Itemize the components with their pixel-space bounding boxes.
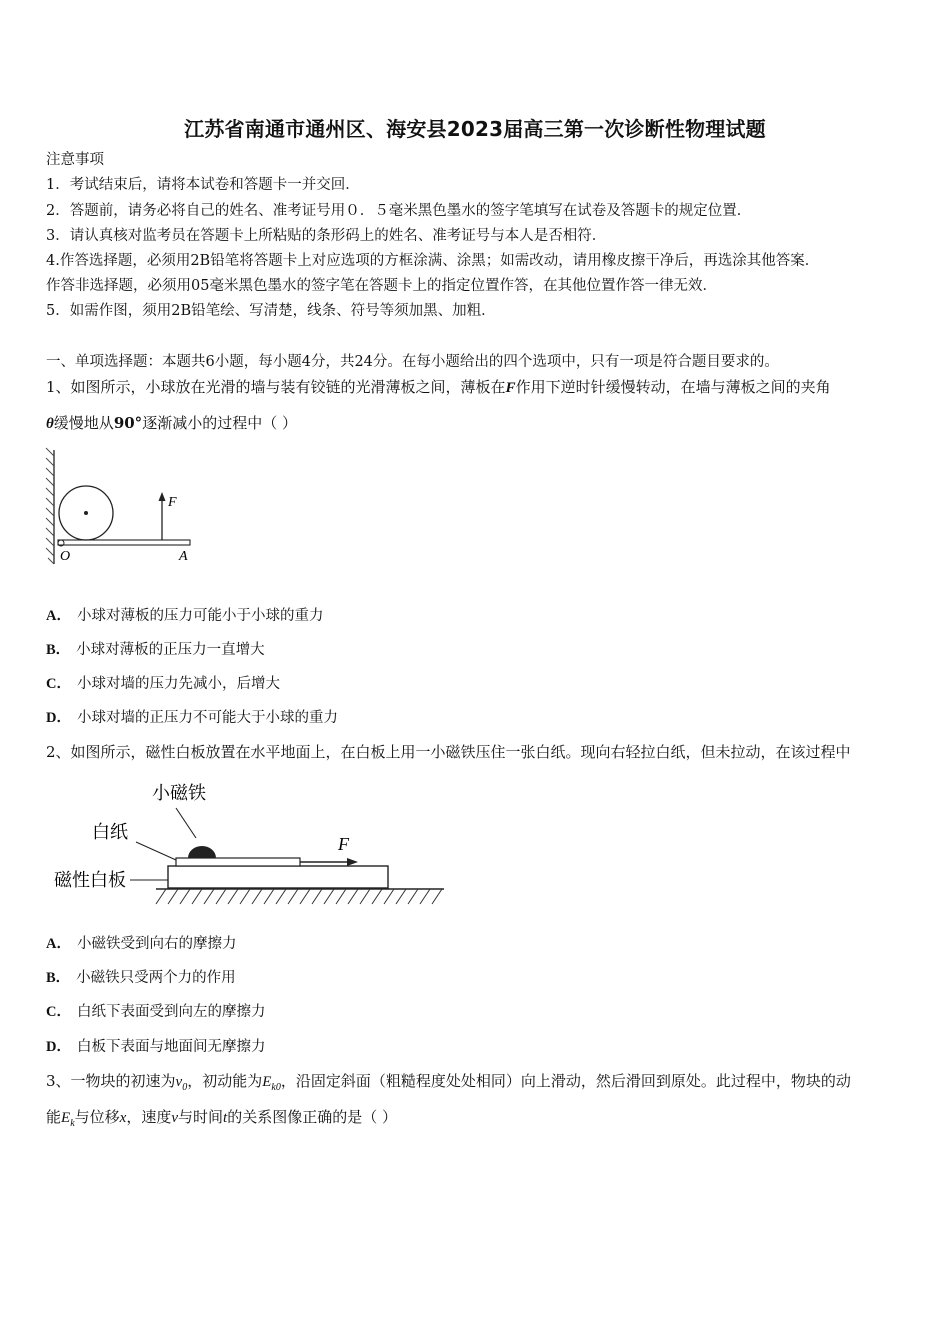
q3-ek0: $E_{k0}$	[262, 1074, 281, 1093]
section-heading: 一、单项选择题：本题共6小题，每小题4分，共24分。在每小题给出的四个选项中，只有一项是符合题目要求的。	[46, 354, 779, 370]
q1-option-b[interactable]: B． 小球对薄板的正压力一直增大	[46, 642, 265, 658]
fig2-label-board: 磁性白板	[54, 870, 126, 890]
q1-figure	[40, 446, 210, 572]
q1-option-d[interactable]: D． 小球对墙的正压力不可能大于小球的重力	[46, 710, 338, 726]
magnetic-whiteboard	[168, 866, 388, 888]
notice-item-3: 3．请认真核对监考员在答题卡上所粘贴的条形码上的姓名、准考证号与本人是否相符．	[46, 228, 607, 244]
q1-force-symbol: F	[505, 380, 516, 396]
q2-option-b[interactable]: B． 小磁铁只受两个力的作用	[46, 970, 236, 986]
q3-v: v	[171, 1110, 179, 1126]
q1-text-b: 作用下逆时针缓慢转动，在墙与薄板之间的夹角	[515, 378, 831, 396]
notice-item-4: 4.作答选择题，必须用2B铅笔将答题卡上对应选项的方框涂满、涂黑；如需改动，请用橡皮擦干净后，再选涂其他答案．	[46, 253, 820, 269]
q1-text-a: 1、如图所示，小球放在光滑的墙与装有铰链的光滑薄板之间，薄板在	[46, 378, 506, 396]
q1-text-d: 逐渐减小的过程中（ ）	[142, 414, 297, 432]
q3-t: t	[223, 1110, 228, 1126]
fig1-label-O: O	[60, 549, 71, 564]
small-magnet	[188, 846, 216, 858]
q1-theta-symbol: θ	[46, 416, 54, 432]
thin-plate	[58, 540, 190, 545]
question-1-stem-line2	[46, 413, 297, 434]
q3-ek: $E_k$	[61, 1110, 75, 1129]
q3-x: x	[119, 1110, 127, 1126]
question-1-stem-line1	[46, 377, 831, 398]
notice-item-1: 1．考试结束后，请将本试卷和答题卡一并交回．	[46, 177, 360, 193]
q1-option-a[interactable]: A． 小球对薄板的压力可能小于小球的重力	[46, 608, 324, 624]
page-title: 江苏省南通市通州区、海安县2023届高三第一次诊断性物理试题	[184, 117, 766, 141]
fig1-label-A: A	[179, 549, 188, 564]
notice-item-5: 5．如需作图，须用2B铅笔绘、写清楚，线条、符号等须加黑、加粗．	[46, 303, 496, 319]
fig2-label-magnet: 小磁铁	[152, 783, 206, 803]
white-paper	[176, 858, 300, 866]
q1-option-c[interactable]: C． 小球对墙的压力先减小，后增大	[46, 676, 280, 692]
q2-figure	[48, 776, 448, 918]
notice-item-2: 2．答题前，请务必将自己的姓名、准考证号用０．５毫米黑色墨水的签字笔填写在试卷及答题卡的规定位置．	[46, 203, 752, 219]
question-3-stem-line1: 3、一物块的初速为$v_0$，初动能为$E_{k0}$，沿固定斜面（粗糙程度处处相同）向上滑动，然后滑回到原处。此过程中，物块的动	[46, 1072, 851, 1093]
q2-option-d[interactable]: D． 白板下表面与地面间无摩擦力	[46, 1039, 266, 1055]
q1-angle: 90°	[113, 414, 143, 432]
question-2-stem: 2、如图所示，磁性白板放置在水平地面上，在白板上用一小磁铁压住一张白纸。现向右轻拉白纸，但未拉动，在该过程中	[46, 743, 851, 761]
notice-heading: 注意事项	[46, 152, 104, 168]
fig2-label-F: F	[338, 834, 349, 854]
q1-text-c: 缓慢地从	[53, 414, 114, 432]
q2-option-a[interactable]: A． 小磁铁受到向右的摩擦力	[46, 936, 237, 952]
q2-option-c[interactable]: C． 白纸下表面受到向左的摩擦力	[46, 1004, 266, 1020]
question-3-stem-line2: 能$E_k$与位移x，速度v与时间t的关系图像正确的是（ ）	[46, 1108, 397, 1129]
fig1-label-F: F	[168, 495, 177, 510]
q3-v0: $v_0$	[175, 1074, 188, 1093]
fig2-label-paper: 白纸	[92, 822, 128, 842]
notice-item-4-cont: 作答非选择题，必须用05毫米黑色墨水的签字笔在答题卡上的指定位置作答，在其他位置作答一律无效．	[46, 278, 717, 294]
